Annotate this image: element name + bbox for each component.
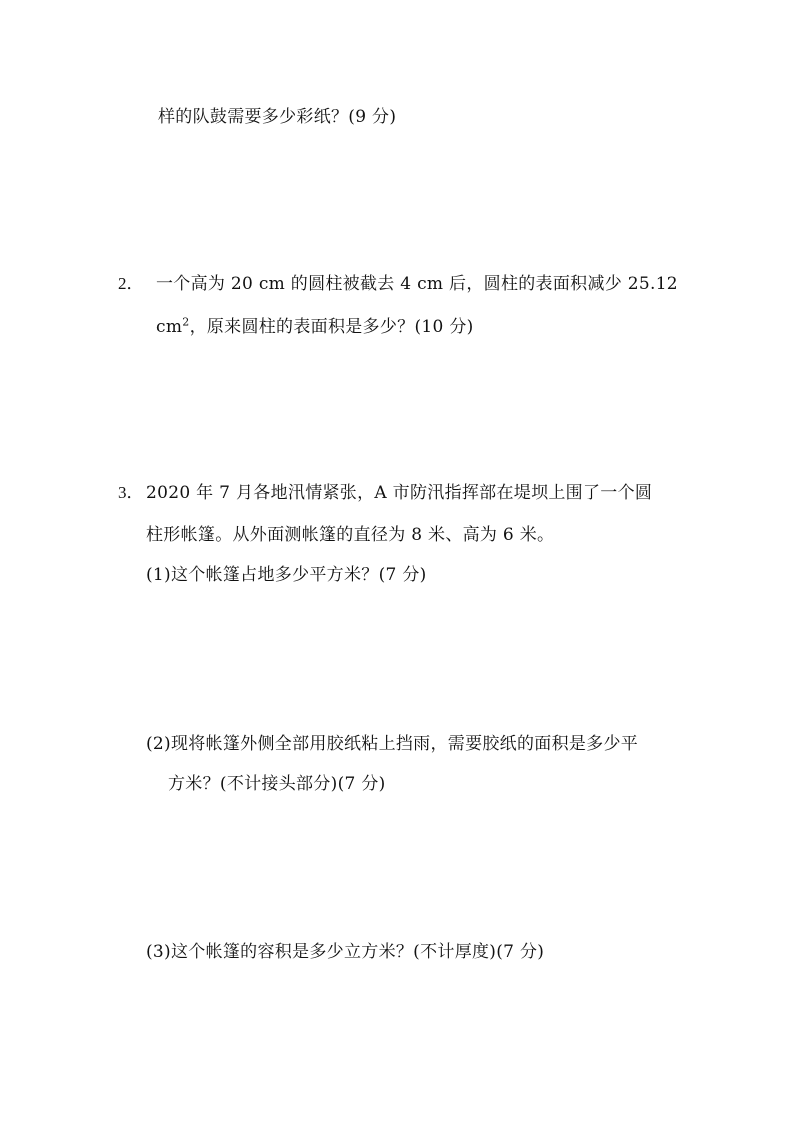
q3-sub3-text: (3)这个帐篷的容积是多少立方米？(不计厚度)(7 分)	[146, 942, 545, 962]
q2-unit: cm	[156, 317, 183, 337]
q3-text-line1: 2020 年 7 月各地汛情紧张，A 市防汛指挥部在堤坝上围了一个圆	[146, 483, 653, 503]
q3-sub1-text: (1)这个帐篷占地多少平方米？(7 分)	[146, 565, 427, 585]
q2-text-line2-rest: ，原来圆柱的表面积是多少？(10 分)	[189, 317, 474, 337]
q3-number: 3．	[118, 483, 144, 502]
q2-text-line1: 一个高为 20 cm 的圆柱被截去 4 cm 后，圆柱的表面积减少 25.12	[156, 274, 678, 294]
q1-continuation-text: 样的队鼓需要多少彩纸？(9 分)	[158, 107, 397, 127]
q3-sub2-text-line1: (2)现将帐篷外侧全部用胶纸粘上挡雨，需要胶纸的面积是多少平	[146, 734, 639, 754]
q2-number: 2．	[118, 274, 144, 293]
q2-text-line2	[156, 315, 474, 339]
q3-sub2-text-line2: 方米？(不计接头部分)(7 分)	[168, 774, 386, 794]
q3-text-line2: 柱形帐篷。从外面测帐篷的直径为 8 米、高为 6 米。	[146, 525, 555, 545]
q2-unit-superscript: 2	[182, 315, 190, 329]
